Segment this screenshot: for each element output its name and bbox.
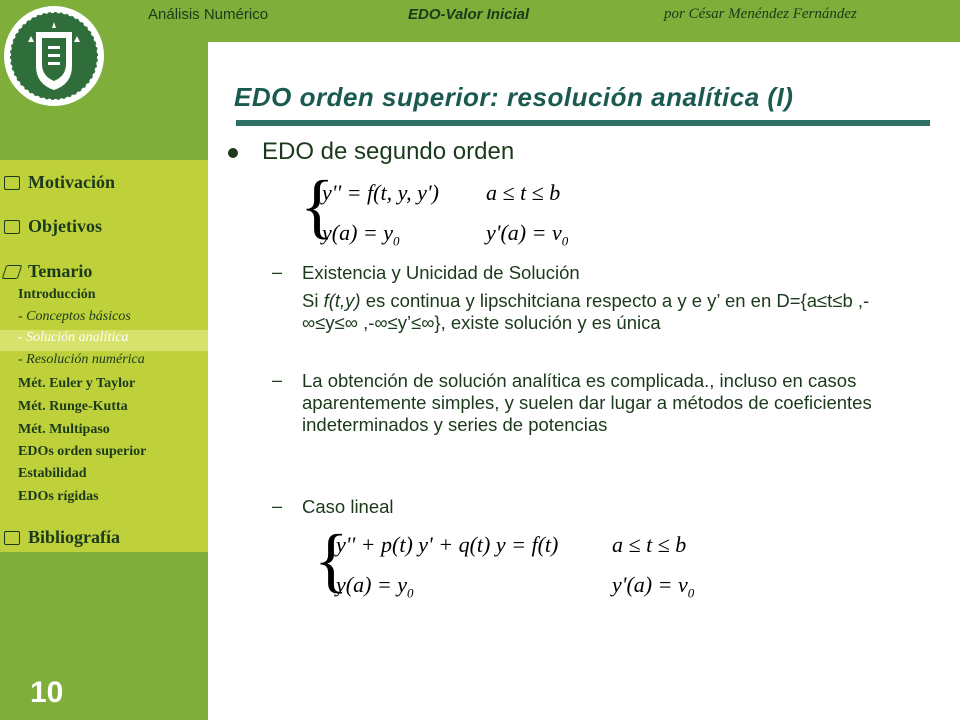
left-brace-icon: { bbox=[300, 166, 335, 246]
dash-marker: – bbox=[272, 496, 283, 516]
page-icon bbox=[4, 176, 20, 190]
nav-subitem-rigidas[interactable]: EDOs rígidas bbox=[18, 489, 99, 504]
nav-item-label: Objetivos bbox=[28, 216, 102, 236]
nav-subitem-orden-superior[interactable]: EDOs orden superior bbox=[18, 444, 147, 459]
university-crest-icon bbox=[2, 2, 106, 110]
bullet-text: EDO de segundo orden bbox=[262, 138, 515, 165]
nav-subitem-conceptos[interactable]: - Conceptos básicos bbox=[18, 309, 131, 324]
linear-case-heading: Caso lineal bbox=[302, 496, 394, 517]
slide-title: EDO orden superior: resolución analítica (I) bbox=[234, 82, 794, 112]
nav-item-label: Temario bbox=[28, 261, 93, 281]
dash-marker: – bbox=[272, 370, 283, 390]
open-page-icon bbox=[2, 265, 23, 279]
equation1-line1-right: a ≤ t ≤ b bbox=[486, 180, 561, 205]
title-underline bbox=[236, 120, 930, 126]
page-icon bbox=[4, 531, 20, 545]
existence-heading: Existencia y Unicidad de Solución bbox=[302, 262, 580, 283]
equation1-line2-right: $y'(a) = v_0$ bbox=[486, 220, 569, 249]
page-icon bbox=[4, 220, 20, 234]
equation2-line1-right: a ≤ t ≤ b bbox=[612, 532, 687, 557]
equation1-line2-left: $y(a) = y_0$ bbox=[322, 220, 400, 249]
bullet-dot-icon bbox=[228, 148, 238, 158]
equation2-line1-left: y'' + p(t) y' + q(t) y = f(t) bbox=[336, 532, 559, 557]
equation2-line2-left: $y(a) = y_0$ bbox=[336, 572, 414, 601]
nav-subitem-resolucion[interactable]: - Resolución numérica bbox=[18, 352, 145, 367]
nav-item-bibliografia[interactable] bbox=[4, 527, 120, 548]
equation1-line1-left: y'' = f(t, y, y') bbox=[322, 180, 439, 205]
nav-item-temario[interactable] bbox=[4, 261, 92, 282]
nav-subitem-runge[interactable]: Mét. Runge-Kutta bbox=[18, 399, 128, 414]
equation2-line2-right: $y'(a) = v_0$ bbox=[612, 572, 695, 601]
nav-item-label: Bibliografía bbox=[28, 527, 121, 547]
topic-title: EDO-Valor Inicial bbox=[408, 6, 530, 23]
page-number: 10 bbox=[30, 676, 64, 709]
left-brace-icon: { bbox=[314, 520, 349, 600]
nav-item-objetivos[interactable] bbox=[4, 216, 102, 237]
nav-subitem-introduccion[interactable]: Introducción bbox=[18, 287, 96, 302]
dash-marker: – bbox=[272, 262, 283, 282]
nav-subitem-multipaso[interactable]: Mét. Multipaso bbox=[18, 422, 110, 437]
nav-subitem-estabilidad[interactable]: Estabilidad bbox=[18, 466, 87, 481]
existence-body: Si f(t,y) es continua y lipschitciana respecto a y e y’ en en D={a≤t≤b ,-∞≤y≤∞ ,-∞≤y’≤∞}, existe solución y es única bbox=[302, 290, 870, 333]
nav-item-motivacion[interactable] bbox=[4, 172, 115, 193]
course-title: Análisis Numérico bbox=[148, 6, 269, 23]
nav-subitem-euler[interactable]: Mét. Euler y Taylor bbox=[18, 376, 136, 391]
nav-item-label: Motivación bbox=[28, 172, 115, 192]
nav-subitem-solucion-active[interactable]: - Solución analítica bbox=[0, 330, 208, 351]
author-credit: por César Menéndez Fernández bbox=[664, 6, 857, 22]
analytic-solution-note: La obtención de solución analítica es complicada., incluso en casos aparentemente simples, y suelen dar lugar a métodos de coeficientes indeterminados y series de potencias bbox=[302, 370, 872, 435]
